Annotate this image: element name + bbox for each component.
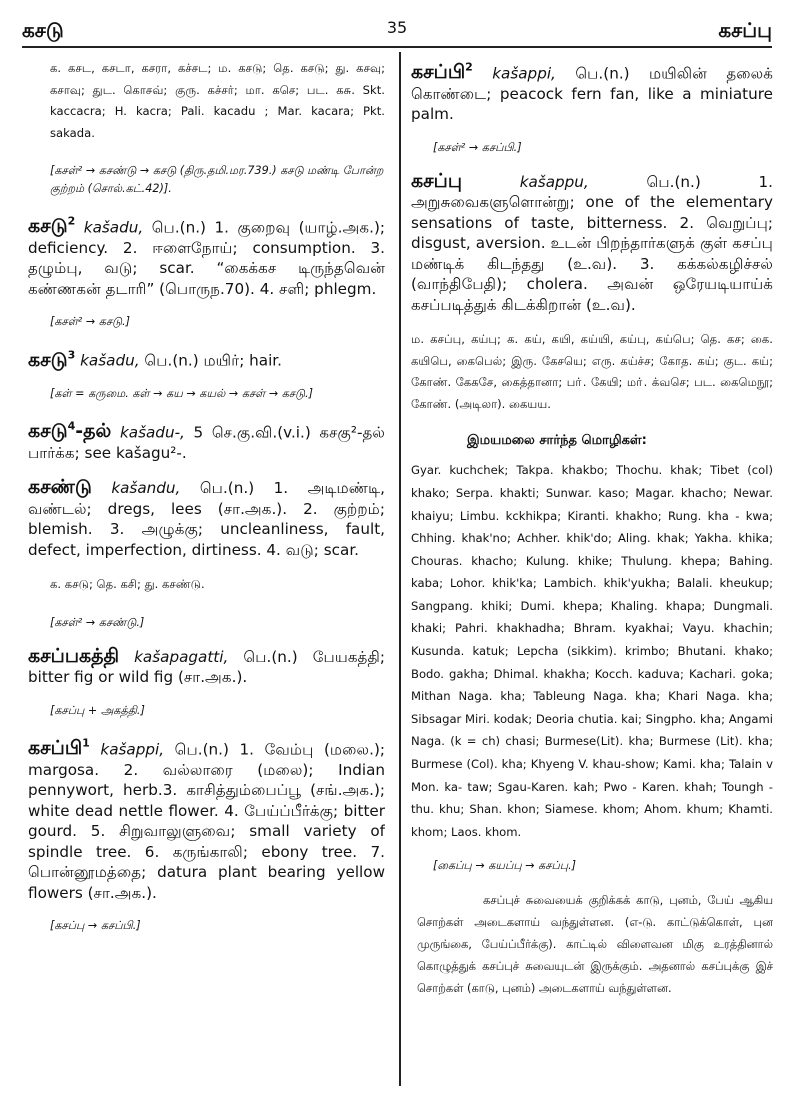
transliteration: kašadu,	[83, 218, 144, 237]
headword: கசடு$^3$	[28, 348, 76, 371]
definition: பெ.(n.) 1. அறுசுவைகளுளொன்று; one of the elementary sensations of taste, bitterness. 2. வெறுப்பு; disgust, aversion. உடன் பிறந்தார்களுக் குள் கசப்பு மண்டிக் கிடந்தது (உ.வ). 3. கக்கல்கழிச்சல் (வாந்திபேதி); cholera. அவன் ஒரேயடியாய்க் கசப்படித்துக் கிடக்கிறான் (உ.வ).	[411, 172, 773, 314]
definition: 5 செ.கு.வி.(v.i.) கசகு²-தல் பார்க்க; see kašagu²-.	[28, 423, 385, 462]
dictionary-entry	[411, 171, 773, 316]
running-header	[22, 10, 772, 46]
transliteration: kašappu,	[519, 172, 589, 191]
headword: கசடு$^2$	[28, 215, 76, 238]
guide-word-right: கசப்பு	[718, 18, 772, 42]
section-subheading: இமயமலை சார்ந்த மொழிகள்:	[467, 433, 647, 449]
page-number: 35	[386, 18, 408, 37]
headword: கசப்பி$^1$	[28, 736, 90, 760]
dictionary-entry	[28, 345, 385, 371]
right-column	[411, 58, 773, 1086]
headword: கசண்டு	[28, 476, 92, 499]
left-column	[28, 58, 385, 1086]
definition: பெ.(n.) பேயகத்தி; bitter fig or wild fig (சா.அக.).	[28, 647, 385, 687]
transliteration: kašappi,	[492, 64, 556, 83]
headword: கசப்பகத்தி	[28, 644, 120, 667]
etymology: [கசள்² → கசண்டு.]	[50, 615, 145, 629]
etymology: [கசள்² → கசப்பி.]	[433, 140, 522, 154]
definition: பெ.(n.) 1. குறைவு (யாழ்.அக.); deficiency. 2. ஈளைநோய்; consumption. 3. தழும்பு, வடு; scar. “கைக்கச டிருந்தவென் கண்ணகன் தடாரி” (பொருந.70). 4. சளி; phlegm.	[28, 218, 385, 298]
etymology: [கசப்பு → கசப்பி.]	[50, 919, 141, 933]
transliteration: kašadu,	[80, 351, 140, 370]
cognates: க. கசட, கசடா, கசரா, கச்சட; ம. கசடு; தெ. கசடு; து. கசவு; கசாவு; துட. கொசவ்; குரு. கச்சர்; மா. கசெ; பட. கசு. Skt. kaccacra; H. kacra; Pali. kacadu ; Mar. kacara; Pkt. sakada.	[50, 61, 385, 140]
etymology: [கசள்² → கசண்டு → கசடு (திரு.தமி.மர.739.) கசடு மண்டி போன்ற குற்றம் (சொல்.கட்.42)].	[50, 164, 384, 195]
definition: பெ.(n.) மயிலின் தலைக் கொண்டை; peacock fern fan, like a miniature palm.	[411, 64, 773, 124]
dictionary-entry	[28, 477, 385, 560]
dictionary-entry	[411, 58, 773, 125]
transliteration: kašadu-,	[119, 423, 185, 442]
himalayan-cognates: Gyar. kuchchek; Takpa. khakbo; Thochu. khak; Tibet (col) khako; Serpa. khakti; Sunwar. kaso; Magar. khacho; Newar. khaiyu; Limbu. kckhikpa; Kiranti. khakho; Rung. kha - kwa; Chhing. khak'no; Achher. khik'do; Aling. khak; Yakha. khika; Chouras. khacho; Kulung. khike; Thulung. khepa; Bahing. kaba; Lohor. khik'ka; Lambich. khik'yukha; Balali. kheukup; Sangpang. khiki; Dumi. khepa; Khaling. khapa; Dungmali. khaki; Pahri. khakhadha; Bhram. kyakhai; Vayu. khachin; Kusunda. katuk; Lepcha (sikkim). krimbo; Bhutani. khako; Bodo. gakha; Dhimal. khakha; Kocch. kaduva; Kachari. goka; Mithan Naga. kha; Tableung Naga. kha; Khari Naga. kha; Sibsagar Miri. kodak; Deoria chutia. kai; Singpho. kha; Angami Naga. (k = ch) chasi; Burmese(Lit). kha; Burmese (Lit). kha; Burmese (Col). kha; Khyeng V. khau-show; Kami. kha; Talain v Mon. ka- taw; Sgau-Karen. kah; Pwo - Karen. khah; Toungh - thu. khu; Shan. khon; Siamese. khom; Ahom. khum; Khamti. khom; Laos. khom.	[411, 463, 773, 839]
headword: கசப்பி$^2$	[411, 61, 473, 84]
cognates: க. கசடு; தெ. கசி; து. கசண்டு.	[50, 577, 205, 592]
header-rule	[22, 46, 772, 48]
dictionary-entry	[28, 212, 385, 299]
etymology-note: கசப்புச் சுவையைக் குறிக்கக் காடு, புனம், பேய் ஆகிய சொற்கள் அடைகளாய் வந்துள்ளன. (எ-டு. காட்டுக்கொள், புன முருங்கை, பேய்ப்பீர்க்கு). காட்டில் விளைவன மிகு உரத்தினால் கொழுத்துக் கசப்புச் சுவையுடன் இருக்கும். அதனால் கசப்புக்கு இச் சொற்கள் (காடு, புனம்) அடைகளாய் வந்துள்ளன.	[417, 893, 773, 996]
definition: பெ.(n.) மயிர்; hair.	[144, 351, 282, 370]
guide-word-left: கசடு	[22, 18, 64, 42]
headword: கசப்பு	[411, 169, 462, 192]
headword: கசடு$^4$-தல்	[28, 420, 112, 443]
transliteration: kašapagatti,	[134, 647, 229, 666]
cognates: ம. கசப்பு, கய்பு; க. கய், கயி, கய்யி, கய்பு, கய்பெ; தெ. கச; கை. கயிபெ, கைபெல்; இரு. கேசயெ; எரு. கய்ச்ச; கோத. கய்; குட. கய்; கோண். கேகசே, கைத்தானா; பா். கேயி; மா். க்வசெ; பட. கைமெநூ; கோண். (அடிலா). கையய.	[411, 332, 773, 411]
etymology: [கள் = கருமை. கள் → கய → கயல் → கசள் → கசடு.]	[50, 387, 314, 401]
dictionary-entry	[28, 646, 385, 688]
etymology: [கைப்பு → கயப்பு → கசப்பு.]	[433, 859, 577, 873]
etymology: [கசள்² → கசடு.]	[50, 315, 131, 329]
dictionary-entry	[28, 734, 385, 903]
dictionary-entry	[28, 417, 385, 463]
column-divider	[399, 52, 401, 1086]
etymology: [கசப்பு + அகத்தி.]	[50, 703, 145, 717]
transliteration: kašandu,	[111, 479, 181, 498]
definition: பெ.(n.) 1. அடிமண்டி, வண்டல்; dregs, lees (சா.அக.). 2. குற்றம்; blemish. 3. அழுக்கு; uncleanliness, fault, defect, imperfection, dirtiness. 4. வடு; scar.	[28, 479, 385, 559]
definition: பெ.(n.) 1. வேம்பு (மலை.); margosa. 2. வல்லாரை (மலை); Indian pennywort, herb.3. காசித்தும்பைப்பூ (சங்.அக.); white dead nettle flower. 4. பேய்ப்பீர்க்கு; bitter gourd. 5. சிறுவாலுளுவை; small variety of spindle tree. 6. கருங்காலி; ebony tree. 7. பொன்னூமத்தை; datura plant bearing yellow flowers (சா.அக.).	[28, 740, 385, 902]
transliteration: kašappi,	[100, 740, 165, 759]
